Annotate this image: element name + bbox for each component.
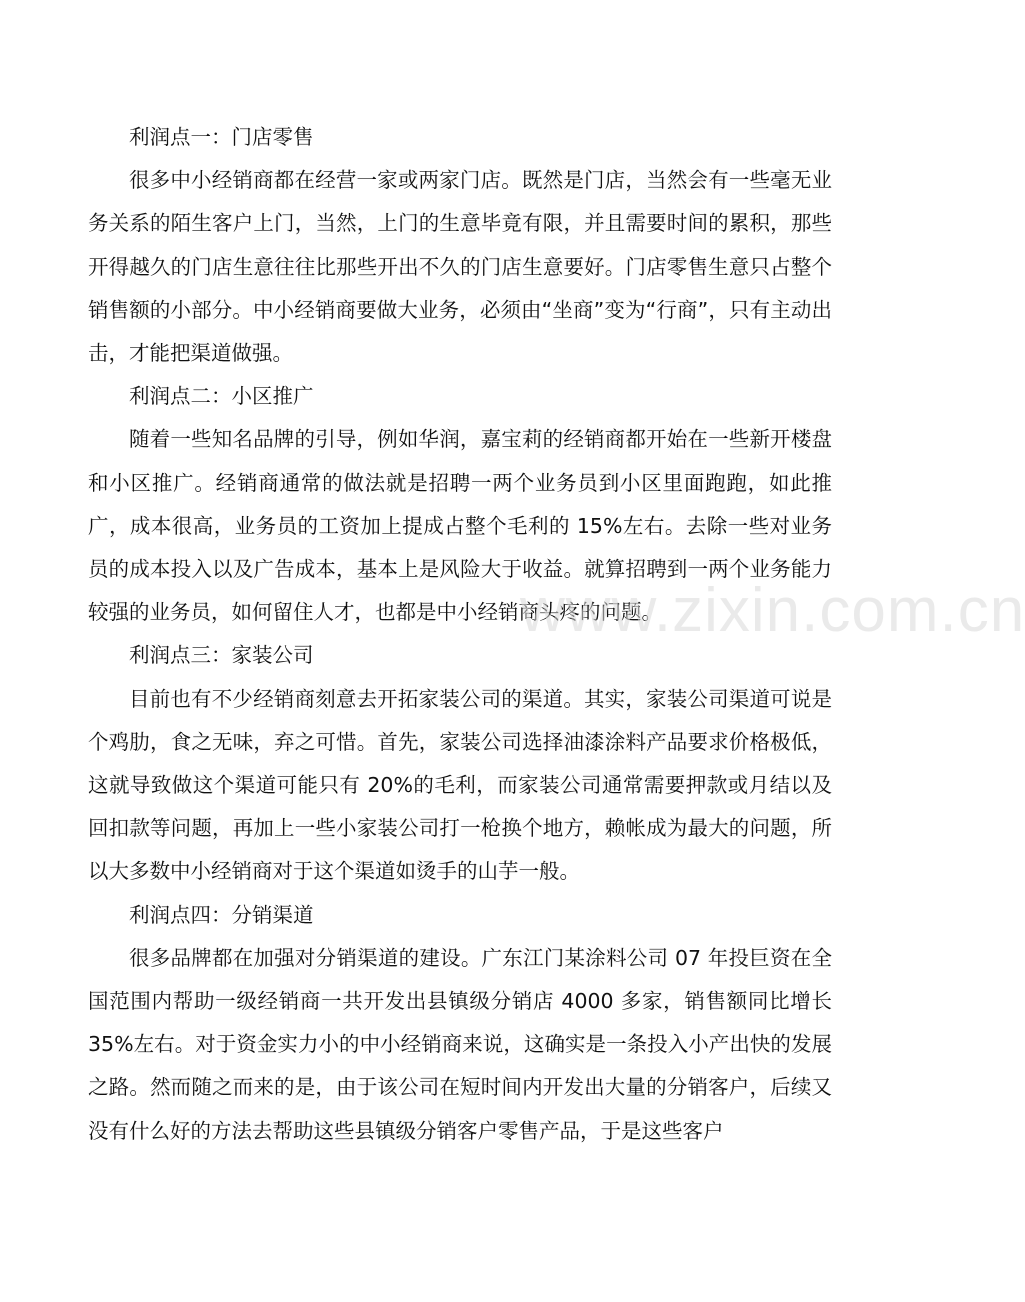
section-heading-4: 利润点四：分销渠道: [129, 902, 314, 927]
section-heading-1: 利润点一：门店零售: [129, 125, 314, 149]
section-paragraph-1: 很多中小经销商都在经营一家或两家门店。既然是门店，当然会有一些毫无业务关系的陌生客户上门，当然，上门的生意毕竟有限，并且需要时间的累积，那些开得越久的门店生意往往比那些开出不久的门店生意要好。门店零售生意只占整个销售额的小部分。中小经销商要做大业务，必须由“坐商”变为“行商”，只有主动出击，才能把渠道做强。: [88, 168, 832, 366]
watermark: www.zixin.com.cn: [520, 576, 1025, 645]
section-heading-2: 利润点二：小区推广: [129, 384, 314, 409]
section-paragraph-4: 很多品牌都在加强对分销渠道的建设。广东江门某涂料公司 07 年投巨资在全国范围内帮助一级经销商一共开发出县镇级分销店 4000 多家，销售额同比增长 35%左右。对于资金实力小的中小经销商来说，这确实是一条投入小产出快的发展之路。然而随之而来的是，由于该公司在短时间内开发出大量的分销客户，后续又没有什么好的方法去帮助这些县镇级分销客户零售产品，于是这些客户: [88, 945, 832, 1143]
section-paragraph-3: 目前也有不少经销商刻意去开拓家装公司的渠道。其实，家装公司渠道可说是个鸡肋，食之无味，弃之可惜。首先，家装公司选择油漆涂料产品要求价格极低，这就导致做这个渠道可能只有 20%的毛利，而家装公司通常需要押款或月结以及回扣款等问题，再加上一些小家装公司打一枪换个地方，赖帐成为最大的问题，所以大多数中小经销商对于这个渠道如烫手的山芋一般。: [88, 686, 832, 884]
section-paragraph-2: 随着一些知名品牌的引导，例如华润，嘉宝莉的经销商都开始在一些新开楼盘和小区推广。经销商通常的做法就是招聘一两个业务员到小区里面跑跑，如此推广，成本很高，业务员的工资加上提成占整个毛利的 15%左右。去除一些对业务员的成本投入以及广告成本，基本上是风险大于收益。就算招聘到一两个业务能力较强的业务员，如何留住人才，也都是中小经销商头疼的问题。: [88, 427, 832, 625]
section-heading-3: 利润点三：家装公司: [129, 643, 314, 668]
document-body: [88, 116, 832, 1153]
